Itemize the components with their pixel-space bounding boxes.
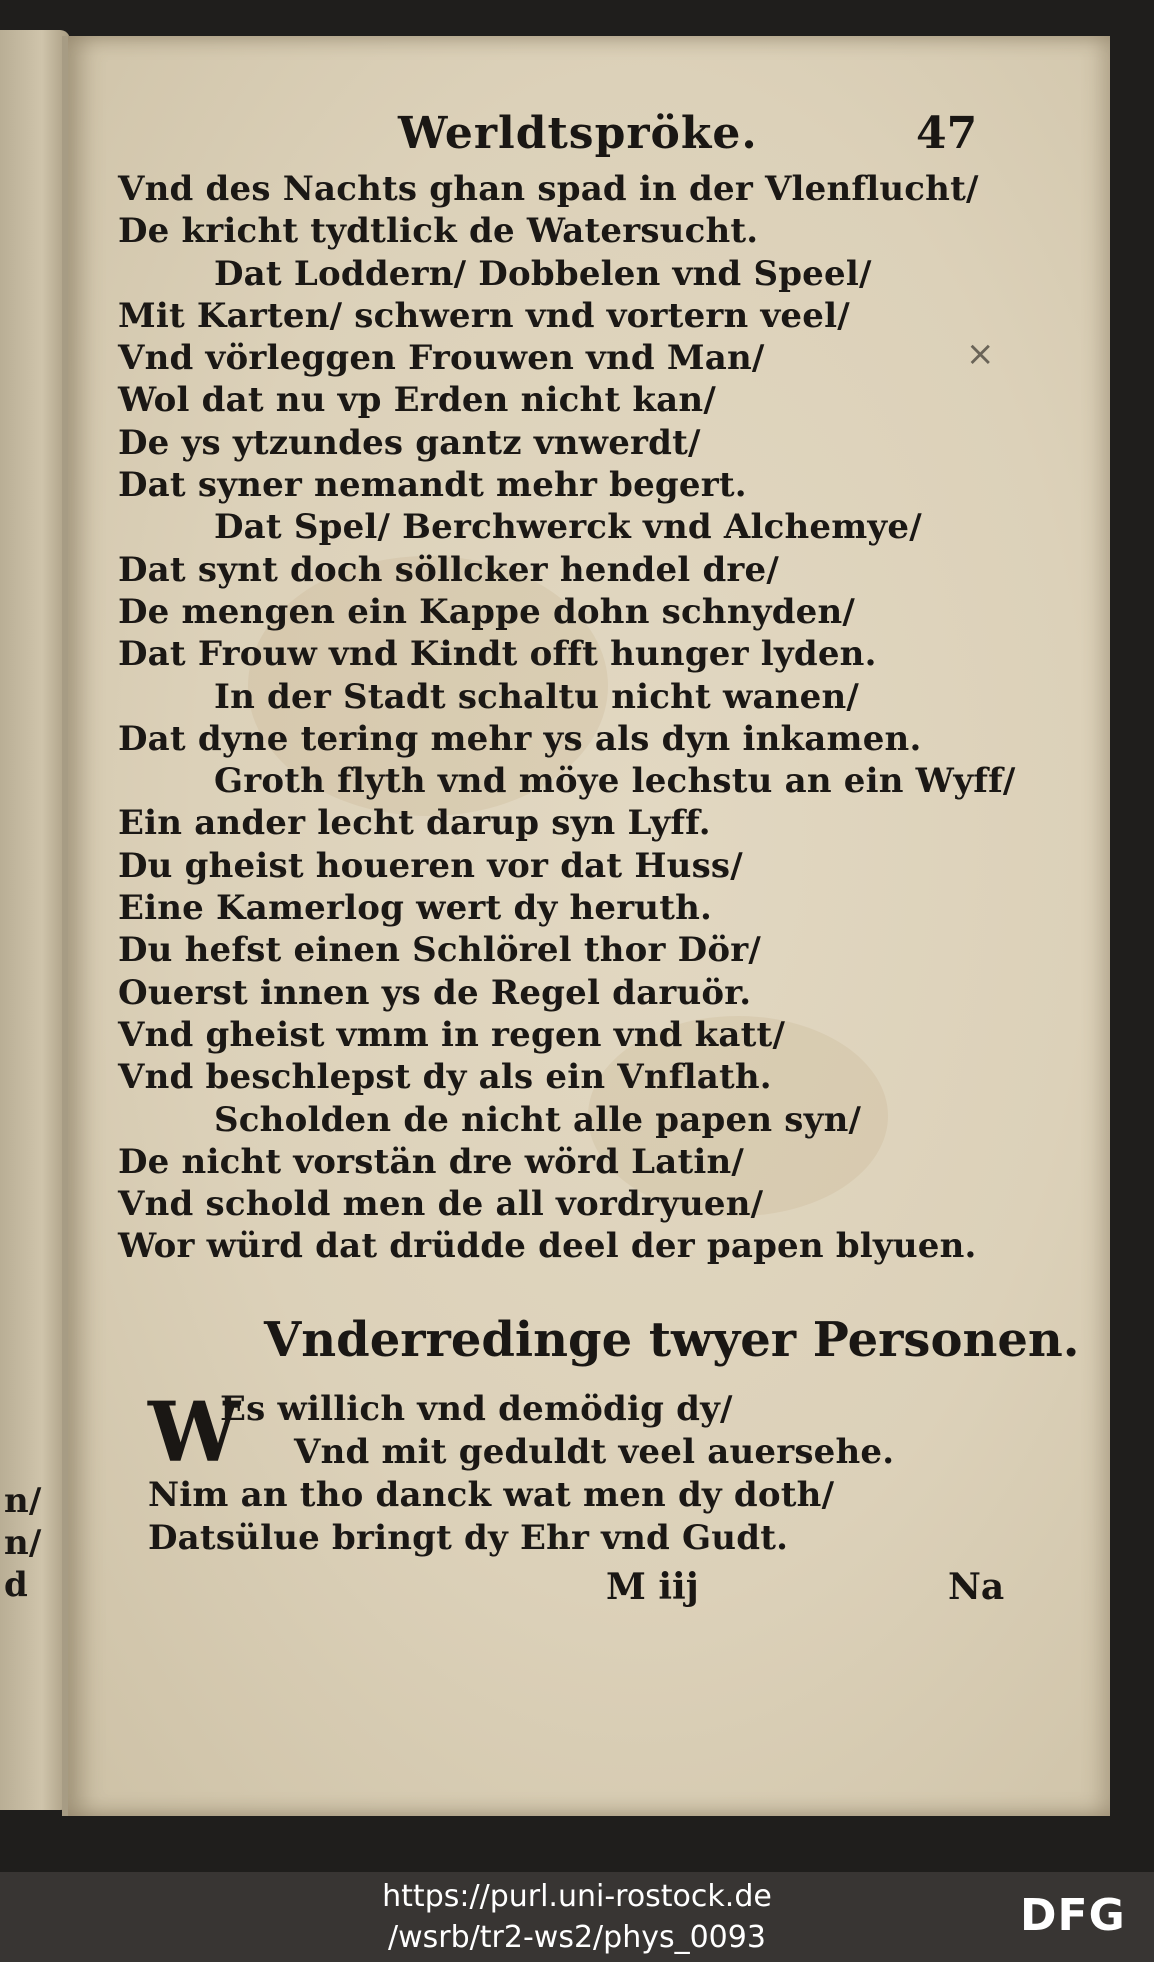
stanza-line: Datsülue bringt dy Ehr vnd Gudt.: [148, 1518, 789, 1558]
verse-line: Wor würd dat drüdde deel der papen blyuen.: [118, 1226, 977, 1267]
signature-mark: M iij: [606, 1566, 699, 1608]
catchword: Na: [948, 1566, 1005, 1608]
verse-line: Dat synt doch söllcker hendel dre/: [118, 549, 779, 590]
section-title: Vnderredinge twyer Personen.: [264, 1312, 1080, 1368]
fragment-3: d: [4, 1565, 28, 1605]
verse-line: Vnd vörleggen Frouwen vnd Man/: [118, 338, 765, 379]
page-footer: [68, 1566, 1110, 1626]
verse-line: Wol dat nu vp Erden nicht kan/: [118, 380, 716, 421]
verse-line: Groth flyth vnd möye lechstu an ein Wyff/: [214, 761, 1016, 802]
verse-line: De nicht vorstän dre wörd Latin/: [118, 1141, 745, 1182]
permalink-line-2[interactable]: /wsrb/tr2-ws2/phys_0093: [388, 1920, 766, 1955]
running-title: Werldtspröke.: [398, 108, 758, 159]
verse-line: Ein ander lecht darup syn Lyff.: [118, 803, 711, 844]
fragment-1: n/: [4, 1481, 42, 1521]
fragment-2: n/: [4, 1523, 42, 1563]
verse-line: Vnd beschlepst dy als ein Vnflath.: [118, 1057, 772, 1098]
book-page: [62, 36, 1110, 1816]
verse-line: Eine Kamerlog wert dy heruth.: [118, 888, 713, 929]
verse-line: Vnd schold men de all vordryuen/: [118, 1184, 764, 1225]
url-bar: [0, 1872, 1154, 1962]
drop-cap: W: [148, 1385, 241, 1481]
verse-line: Dat Spel/ Berchwerck vnd Alchemye/: [214, 507, 922, 548]
stanza-line: Vnd mit geduldt veel auersehe.: [294, 1432, 895, 1472]
verse-line: Dat Frouw vnd Kindt offt hunger lyden.: [118, 634, 877, 675]
dfg-logo: DFG: [1020, 1890, 1126, 1941]
verse-line: De ys ytzundes gantz vnwerdt/: [118, 422, 701, 463]
verse-line: Vnd des Nachts ghan spad in der Vlenflucht/: [118, 169, 979, 209]
verse-line: Ouerst innen ys de Regel daruör.: [118, 972, 752, 1013]
verse-line: Du gheist houeren vor dat Huss/: [118, 845, 743, 886]
permalink-line-1[interactable]: https://purl.uni-rostock.de: [382, 1879, 772, 1914]
verse-line: De mengen ein Kappe dohn schnyden/: [118, 591, 856, 632]
adjacent-page-edge: [0, 30, 70, 1810]
stanza-line: Nim an tho danck wat men dy doth/: [148, 1475, 835, 1515]
verse-line: Dat syner nemandt mehr begert.: [118, 465, 747, 506]
verse-line: Dat Loddern/ Dobbelen vnd Speel/: [214, 253, 872, 294]
verse-line: De kricht tydtlick de Watersucht.: [118, 211, 759, 252]
stanza-line: Es willich vnd demödig dy/: [220, 1389, 733, 1429]
adjacent-page-fragments: [4, 1480, 44, 1606]
verse-block: [118, 168, 1038, 1268]
margin-mark: ×: [966, 334, 995, 374]
verse-line: In der Stadt schaltu nicht wanen/: [214, 676, 859, 717]
permalink[interactable]: [0, 1876, 1154, 1958]
verse-line: Scholden de nicht alle papen syn/: [214, 1099, 862, 1140]
stanza-block: [148, 1385, 1048, 1560]
verse-line: Dat dyne tering mehr ys als dyn inkamen.: [118, 718, 922, 759]
verse-line: Vnd gheist vmm in regen vnd katt/: [118, 1014, 786, 1055]
verse-line: Du hefst einen Schlörel thor Dör/: [118, 930, 761, 971]
page-number: 47: [916, 108, 978, 159]
verse-line: Mit Karten/ schwern vnd vortern veel/: [118, 295, 850, 336]
